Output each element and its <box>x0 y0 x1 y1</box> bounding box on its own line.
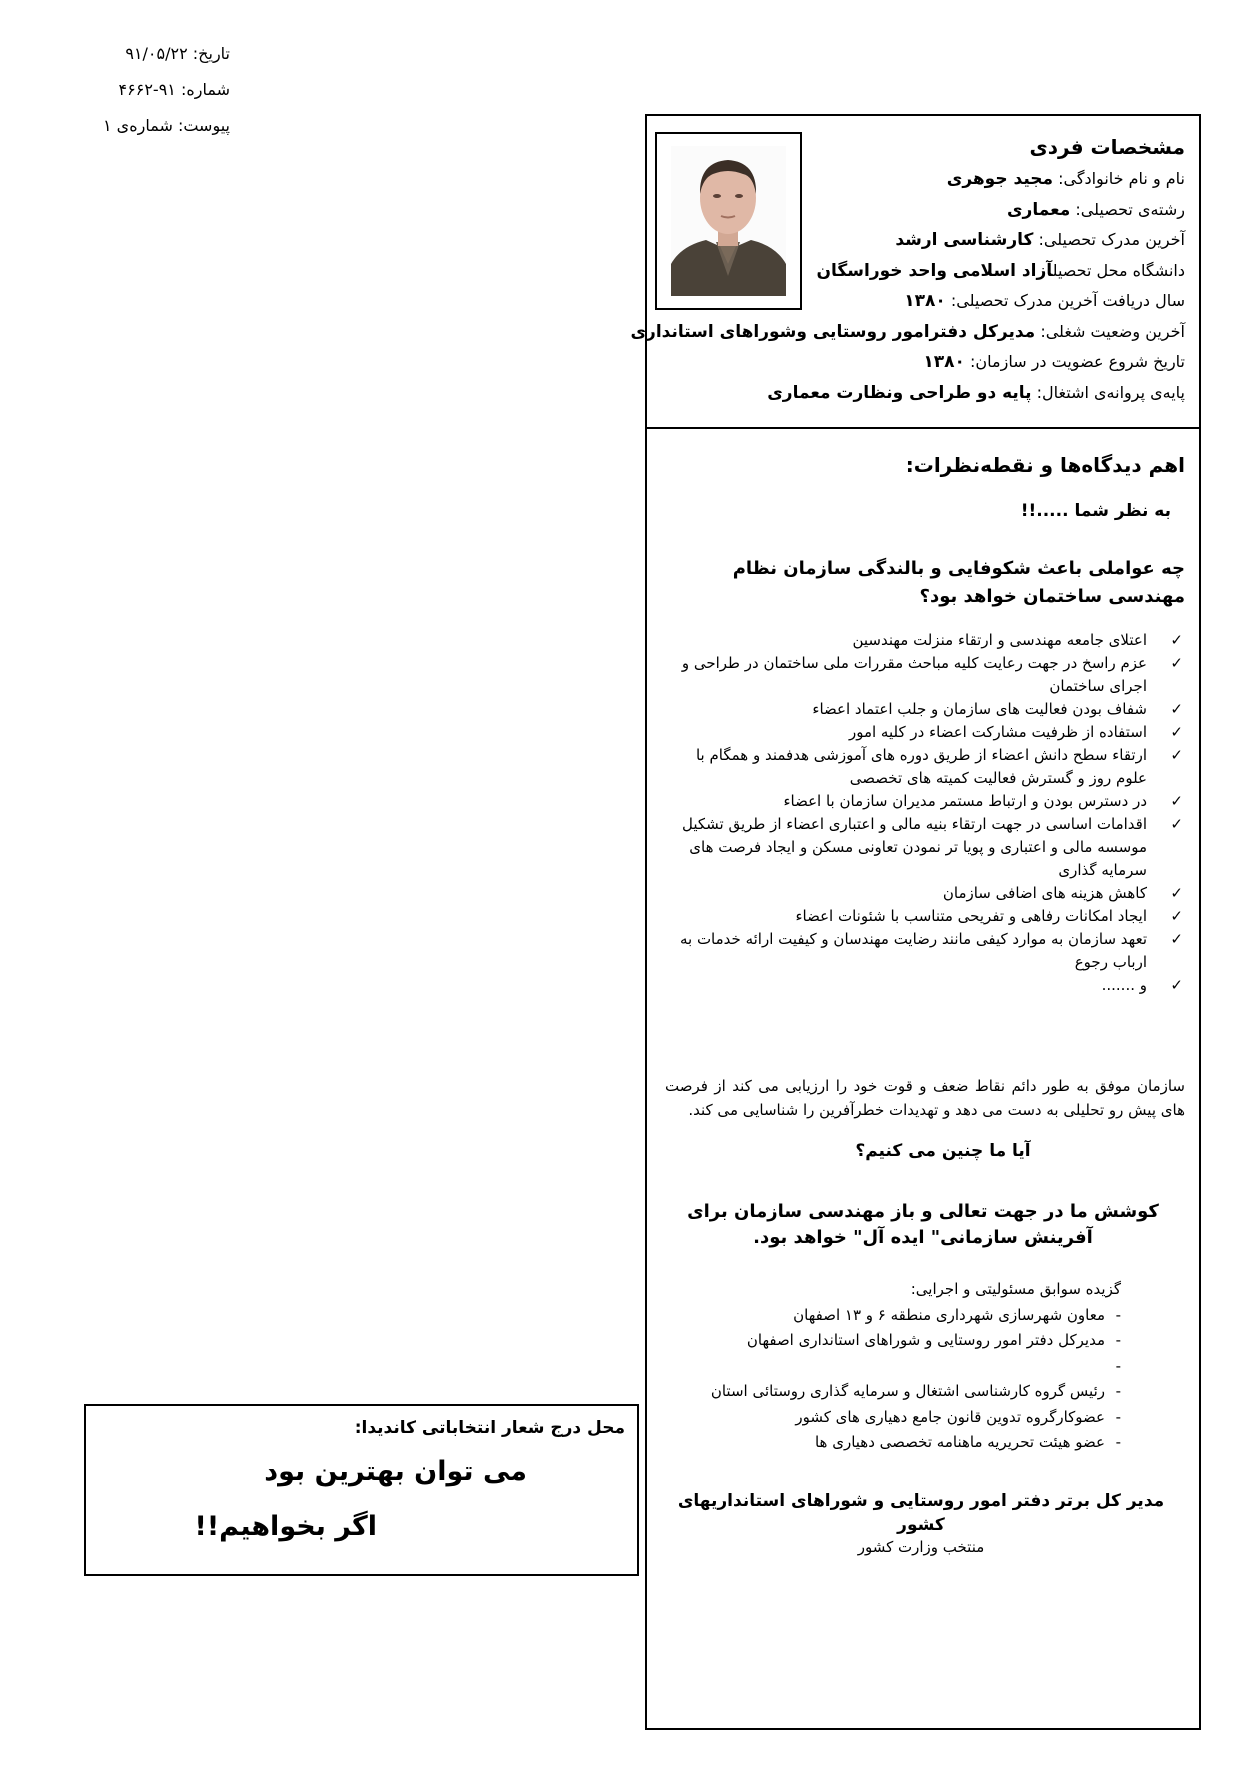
list-item: ✓ و ....... <box>665 974 1185 997</box>
list-item: - رئیس گروه کارشناسی اشتغال و سرمایه گذاری روستائی استان <box>665 1379 1185 1405</box>
number-value: ۹۱-۴۶۶۲ <box>118 80 176 99</box>
check-mark-icon: ✓ <box>1170 654 1183 672</box>
field-label: دانشگاه محل تحصیل <box>1052 260 1185 280</box>
check-mark-icon: ✓ <box>1170 723 1183 741</box>
attachment-line <box>70 108 230 144</box>
membership-start-value: ۱۳۸۰ <box>923 352 965 372</box>
number-label: شماره: <box>180 80 230 99</box>
slogan-line-2: اگر بخواهیم!! <box>194 1511 377 1542</box>
list-item: ✓ استفاده از ظرفیت مشارکت اعضاء در کلیه امور <box>665 721 1185 744</box>
list-item: ✓ در دسترس بودن و ارتباط مستمر مدیران سازمان با اعضاء <box>665 790 1185 813</box>
attachment-label: پیوست: <box>177 116 230 135</box>
university-row <box>665 256 1185 287</box>
check-mark-icon: ✓ <box>1170 700 1183 718</box>
viewpoints-checklist <box>665 629 1185 997</box>
graduation-year-value: ۱۳۸۰ <box>904 291 946 311</box>
field-label: تاریخ شروع عضویت در سازمان: <box>970 352 1185 371</box>
field-label: رشته‌ی تحصیلی: <box>1075 199 1185 219</box>
personal-details <box>630 130 1185 408</box>
field-of-study-value: معماری <box>1006 199 1071 220</box>
list-item <box>665 1354 1185 1380</box>
list-item: - عضوکارگروه تدوین قانون جامع دهیاری های کشور <box>665 1405 1185 1431</box>
membership-start-row <box>665 347 1185 378</box>
dash-bullet-icon: - <box>1115 1433 1121 1451</box>
list-item: ✓ اقدامات اساسی در جهت ارتقاء بنیه مالی و اعتباری اعضاء از طریق تشکیل موسسه مالی و اعتباری و پویا تر نمودن تعاونی مسکن و ایجاد فرصت های سرمایه گذاری <box>681 815 1183 879</box>
list-item: ✓ کاهش هزینه های اضافی سازمان <box>665 882 1185 905</box>
document-header <box>70 36 230 144</box>
viewpoints-title: اهم دیدگاه‌ها و نقطه‌نظرات: <box>905 453 1185 477</box>
job-status-row <box>630 317 1185 348</box>
check-mark-icon: ✓ <box>1170 792 1183 810</box>
ask-question: آیا ما چنین می کنیم؟ <box>855 1141 1031 1161</box>
list-item: ✓ تعهد سازمان به موارد کیفی مانند رضایت مهندسان و کیفیت ارائه خدمات به ارباب رجوع <box>679 930 1183 971</box>
slogan-label: محل درج شعار انتخاباتی کاندیدا: <box>354 1418 625 1438</box>
degree-value: کارشناسی ارشد <box>895 230 1034 250</box>
field-label: پایه‌ی پروانه‌ی اشتغال: <box>1036 382 1185 402</box>
field-label: سال دریافت آخرین مدرک تحصیلی: <box>950 291 1185 310</box>
personal-info-section <box>630 116 1199 429</box>
slogan-line-1: می توان بهترین بود <box>264 1456 527 1487</box>
number-line <box>70 72 230 108</box>
graduation-year-row <box>665 286 1185 317</box>
check-mark-icon: ✓ <box>1170 907 1183 925</box>
personal-info-title: مشخصات فردی <box>1029 135 1185 159</box>
job-status-value: مدیرکل دفترامور روستایی وشوراهای استانداری <box>630 321 1036 342</box>
list-item: ✓ ارتقاء سطح دانش اعضاء از طریق دوره های آموزشی هدفمند و همگام با علوم روز و گسترش فعالیت کمیته های تخصصی <box>695 746 1183 787</box>
award-title: مدیر کل برتر دفتر امور روستایی و شوراهای استانداریهای کشور <box>677 1491 1165 1535</box>
field-label: نام و نام خانوادگی: <box>1058 169 1185 188</box>
check-mark-icon: ✓ <box>1170 746 1183 764</box>
dash-bullet-icon: - <box>1115 1356 1121 1375</box>
field-label: آخرین وضعیت شغلی: <box>1040 321 1185 341</box>
field-label: آخرین مدرک تحصیلی: <box>1038 230 1185 249</box>
university-value: آزاد اسلامی واحد خوراسگان <box>816 260 1053 281</box>
full-name-row <box>665 164 1185 195</box>
success-paragraph: سازمان موفق به طور دائم نقاط ضعف و قوت خود را ارزیابی می کند از فرصت های پیش رو تحلیلی به دست می دهد و تهدیدات خطرآفرین را شناسایی می کند. <box>665 1077 1185 1119</box>
list-item: ✓ شفاف بودن فعالیت های سازمان و جلب اعتماد اعضاء <box>665 698 1185 721</box>
date-line <box>70 36 230 72</box>
award-subtitle: منتخب وزارت کشور <box>857 1538 985 1556</box>
check-mark-icon: ✓ <box>1170 631 1183 649</box>
degree-row <box>665 225 1185 256</box>
dash-bullet-icon: - <box>1115 1382 1121 1400</box>
best-manager-award <box>667 1489 1175 1557</box>
effort-statement: کوشش ما در جهت تعالی و باز مهندسی سازمان برای آفرینش سازمانی" ایده آل" خواهد بود. <box>687 1201 1159 1248</box>
viewpoints-subtitle: به نظر شما .....!! <box>1020 501 1171 521</box>
license-grade-row <box>665 378 1185 409</box>
list-item: ✓ اعتلای جامعه مهندسی و ارتقاء منزلت مهندسین <box>665 629 1185 652</box>
records-title: گزیده سوابق مسئولیتی و اجرایی: <box>910 1280 1121 1298</box>
full-name-value: مجید جوهری <box>946 169 1054 189</box>
attachment-value: شماره‌ی ۱ <box>103 116 173 135</box>
date-label: تاریخ: <box>192 44 230 63</box>
check-mark-icon: ✓ <box>1170 815 1183 833</box>
date-value: ۹۱/۰۵/۲۲ <box>125 44 188 63</box>
list-item: - معاون شهرسازی شهرداری منطقه ۶ و ۱۳ اصفهان <box>665 1303 1185 1329</box>
list-item: - عضو هیئت تحریریه ماهنامه تخصصی دهیاری ها <box>665 1430 1185 1456</box>
records-section <box>665 1277 1185 1456</box>
list-item: - مدیرکل دفتر امور روستایی و شوراهای استانداری اصفهان <box>665 1328 1185 1354</box>
check-mark-icon: ✓ <box>1170 930 1183 948</box>
candidate-profile-box <box>630 114 1201 1730</box>
check-mark-icon: ✓ <box>1170 884 1183 902</box>
viewpoints-question: چه عواملی باعث شکوفایی و بالندگی سازمان نظام مهندسی ساختمان خواهد بود؟ <box>732 558 1185 607</box>
campaign-slogan-box <box>84 1404 639 1576</box>
license-grade-value: پایه دو طراحی ونظارت معماری <box>767 382 1032 403</box>
dash-bullet-icon: - <box>1115 1331 1121 1349</box>
dash-bullet-icon: - <box>1115 1305 1121 1324</box>
list-item: ✓ عزم راسخ در جهت رعایت کلیه مباحث مقررات ملی ساختمان در طراحی و اجرای ساختمان <box>681 654 1183 695</box>
field-of-study-row <box>665 195 1185 226</box>
list-item: ✓ ایجاد امکانات رفاهی و تفریحی متناسب با شئونات اعضاء <box>665 905 1185 928</box>
dash-bullet-icon: - <box>1115 1407 1121 1426</box>
records-list <box>665 1303 1185 1456</box>
check-mark-icon: ✓ <box>1170 976 1183 994</box>
